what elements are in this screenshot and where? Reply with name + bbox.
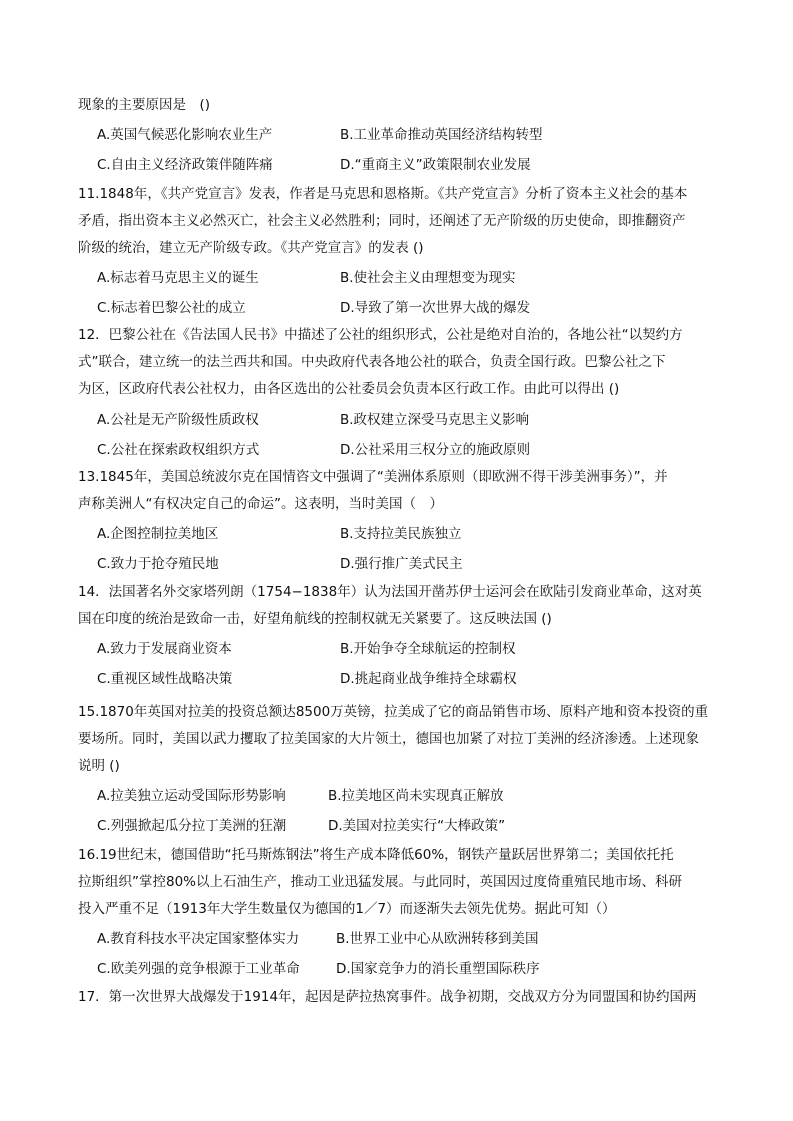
option-a: A.标志着马克思主义的诞生 (97, 270, 259, 286)
option-c: C.欧美列强的竞争根源于工业革命 (97, 961, 300, 977)
option-d: D.“重商主义”政策限制农业发展 (340, 157, 531, 173)
option-c: C.致力于抢夺殖民地 (97, 556, 219, 572)
text-line: 投入严重不足（1913年大学生数量仅为德国的1／7）而逐渐失去领先优势。据此可知（） (78, 901, 616, 917)
question-17: 17．第一次世界大战爆发于1914年，起因是萨拉热窝事件。战争初期，交战双方分为同盟国和协约国两 (78, 989, 697, 1005)
option-c: C.列强掀起瓜分拉丁美洲的狂潮 (97, 818, 287, 834)
question-11: 11.1848年，《共产党宣言》发表，作者是马克思和恩格斯。《共产党宣言》分析了资本主义社会的基本 (78, 186, 688, 202)
option-d: D.强行推广美式民主 (340, 556, 463, 572)
option-d: D.美国对拉美实行“大棒政策” (328, 818, 506, 834)
text-line: 现象的主要原因是 () (78, 97, 211, 113)
option-a: A.教育科技水平决定国家整体实力 (97, 931, 300, 947)
option-d: D.国家竞争力的消长重塑国际秩序 (336, 961, 540, 977)
option-c: C.重视区域性战略决策 (97, 671, 233, 687)
question-13: 13.1845年，美国总统波尔克在国情咨文中强调了“美洲体系原则（即欧洲不得干涉美洲事务）”，并 (78, 469, 668, 485)
option-b: B.工业革命推动英国经济结构转型 (340, 127, 543, 143)
question-15: 15.1870年英国对拉美的投资总额达8500万英镑，拉美成了它的商品销售市场、原料产地和资本投资的重 (78, 704, 709, 720)
text-line: 声称美洲人“有权决定自己的命运”。这表明，当时美国（ ） (78, 496, 443, 512)
text-line: 式”联合，建立统一的法兰西共和国。中央政府代表各地公社的联合，负责全国行政。巴黎公社之下 (78, 354, 666, 370)
option-b: B.拉美地区尚未实现真正解放 (328, 788, 504, 804)
option-b: B.支持拉美民族独立 (340, 526, 462, 542)
option-d: D.挑起商业战争维持全球霸权 (340, 671, 517, 687)
text-line: 要场所。同时，美国以武力攫取了拉美国家的大片领土，德国也加紧了对拉丁美洲的经济渗透。上述现象 (78, 731, 699, 747)
option-a: A.致力于发展商业资本 (97, 641, 232, 657)
option-b: B.使社会主义由理想变为现实 (340, 270, 516, 286)
text-line: 说明 () (78, 758, 120, 774)
option-b: B.开始争夺全球航运的控制权 (340, 641, 516, 657)
option-d: D.导致了第一次世界大战的爆发 (340, 300, 531, 316)
question-16: 16.19世纪末，德国借助“托马斯炼钢法”将生产成本降低60%，钢铁产量跃居世界第二；美国依托托 (78, 847, 674, 863)
option-c: C.自由主义经济政策伴随阵痛 (97, 157, 273, 173)
option-b: B.政权建立深受马克思主义影响 (340, 412, 530, 428)
option-c: C.标志着巴黎公社的成立 (97, 300, 246, 316)
option-b: B.世界工业中心从欧洲转移到美国 (336, 931, 539, 947)
question-14: 14．法国著名外交家塔列朗（1754−1838年）认为法国开凿苏伊士运河会在欧陆引发商业革命，这对英 (78, 584, 702, 600)
option-a: A.拉美独立运动受国际形势影响 (97, 788, 286, 804)
text-line: 拉斯组织”掌控80%以上石油生产，推动工业迅猛发展。与此同时，英国因过度倚重殖民地市场、科研 (78, 874, 682, 890)
text-line: 阶级的统治，建立无产阶级专政。《共产党宣言》的发表 () (78, 240, 424, 256)
text-line: 国在印度的统治是致命一击，好望角航线的控制权就无关紧要了。这反映法国 () (78, 611, 552, 627)
question-12: 12．巴黎公社在《告法国人民书》中描述了公社的组织形式，公社是绝对自治的，各地公社“以契约方 (78, 327, 683, 343)
option-a: A.企图控制拉美地区 (97, 526, 219, 542)
option-c: C.公社在探索政权组织方式 (97, 442, 260, 458)
option-a: A.英国气候恶化影响农业生产 (97, 127, 273, 143)
option-a: A.公社是无产阶级性质政权 (97, 412, 259, 428)
text-line: 矛盾，指出资本主义必然灭亡，社会主义必然胜利；同时，还阐述了无产阶级的历史使命，即推翻资产 (78, 213, 686, 229)
option-d: D.公社采用三权分立的施政原则 (340, 442, 531, 458)
text-line: 为区，区政府代表公社权力，由各区选出的公社委员会负责本区行政工作。由此可以得出 () (78, 381, 620, 397)
